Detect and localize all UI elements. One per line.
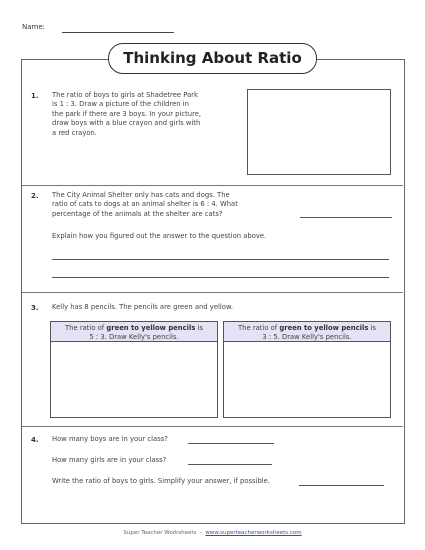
divider: [22, 426, 403, 427]
q4-ratio-question: Write the ratio of boys to girls. Simplify your answer, if possible.: [52, 477, 271, 485]
q4-girls-answer-line[interactable]: [188, 464, 272, 465]
q3-box1-bold: green to yellow pencils: [106, 324, 196, 332]
q2-answer-line[interactable]: [300, 217, 392, 218]
q2-explain-line[interactable]: [52, 277, 389, 278]
q3-box1-line2: 5 : 3. Draw Kelly's pencils.: [89, 333, 179, 342]
q1-line: a red crayon.: [52, 128, 97, 137]
q3-box1-prompt: [51, 322, 217, 342]
q1-line: the park if there are 3 boys. In your picture,: [52, 109, 202, 118]
q3-intro: Kelly has 8 pencils. The pencils are green and yellow.: [52, 303, 234, 311]
title-banner: [108, 43, 317, 74]
q1-line: draw boys with a blue crayon and girls with: [52, 119, 201, 128]
q2-explain-line[interactable]: [52, 259, 389, 260]
divider: [22, 292, 403, 293]
name-field[interactable]: [62, 32, 174, 33]
footer-link[interactable]: www.superteacherworksheets.com: [205, 530, 302, 536]
q4-boys-answer-line[interactable]: [188, 443, 274, 444]
q3-pencil-box-2[interactable]: [223, 321, 391, 418]
q4-boys-question: How many boys are in your class?: [52, 435, 168, 443]
q1-line: is 1 : 3. Draw a picture of the children in: [52, 100, 189, 109]
q2-explain: Explain how you figured out the answer to the question above.: [52, 232, 267, 240]
q2-number: 2.: [31, 192, 39, 200]
q1-line: The ratio of boys to girls at Shadetree Park: [52, 91, 198, 99]
footer-brand: Super Teacher Worksheets: [123, 530, 197, 536]
q4-ratio-answer-line[interactable]: [299, 485, 384, 486]
q3-box2-bold: green to yellow pencils: [279, 324, 369, 332]
q3-box2-line1: [224, 324, 390, 333]
q2-line: ratio of cats to dogs at an animal shelter is 6 : 4. What: [52, 200, 238, 209]
divider: [22, 185, 403, 186]
q3-box2-post: is: [368, 324, 376, 332]
q1-number: 1.: [31, 92, 39, 100]
name-label: Name:: [22, 23, 46, 31]
q3-box1-line1: [51, 324, 217, 333]
q4-girls-question: How many girls are in your class?: [52, 456, 167, 464]
q3-pencil-box-1[interactable]: [50, 321, 218, 418]
q3-box2-line2: 3 : 5. Draw Kelly's pencils.: [262, 333, 352, 342]
footer-separator: -: [199, 530, 202, 536]
q2-text: [52, 191, 292, 219]
q1-text: [52, 91, 252, 138]
page-title: Thinking About Ratio: [123, 49, 302, 67]
q3-number: 3.: [31, 304, 39, 312]
q2-line: The City Animal Shelter only has cats and dogs. The: [52, 191, 230, 199]
q3-box1-post: is: [195, 324, 203, 332]
q4-number: 4.: [31, 436, 39, 444]
q1-drawing-box[interactable]: [247, 89, 391, 175]
q2-line: percentage of the animals at the shelter are cats?: [52, 209, 223, 218]
footer: [0, 530, 425, 536]
q3-box2-pre: The ratio of: [238, 324, 280, 332]
q3-box1-pre: The ratio of: [65, 324, 107, 332]
q3-box2-prompt: [224, 322, 390, 342]
